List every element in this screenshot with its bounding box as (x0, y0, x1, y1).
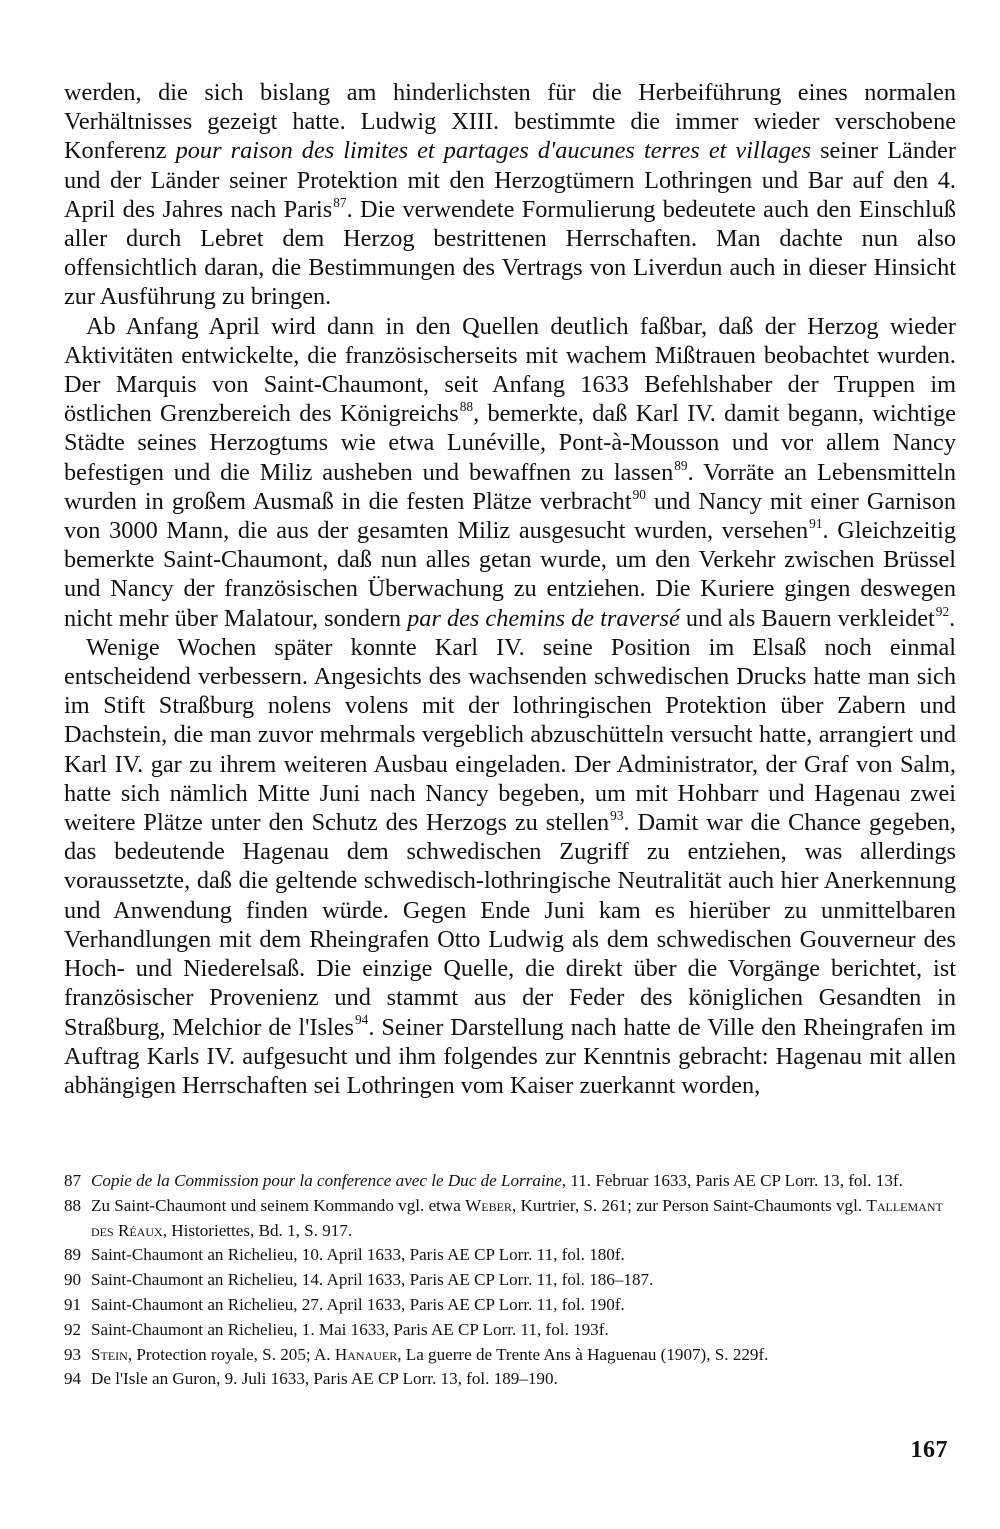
footnote-number: 91 (64, 1294, 82, 1314)
page-number: 167 (910, 1437, 948, 1463)
text-run: , 11. Februar 1633, Paris AE CP Lorr. 13, fol. 13f. (561, 1171, 903, 1190)
footnote (64, 1243, 956, 1268)
paragraph (64, 78, 956, 312)
text-run: Saint-Chaumont an Richelieu, 10. April 1633, Paris AE CP Lorr. 11, fol. 180f. (91, 1245, 625, 1265)
italic-text: par des chemins de traversé (407, 604, 680, 632)
footnote-text (91, 1268, 956, 1293)
footnote-number: 90 (64, 1270, 82, 1290)
footnote-ref: 89 (674, 457, 688, 473)
text-run: . Gleichzeitig bemerkte Saint-Chaumont, daß nun alles getan wurde, um den Verkehr zwischen Brüssel und Nancy der französischen Überwachung zu entziehen. Die Kuriere gingen deswegen nicht mehr über Malatour, sondern (64, 517, 957, 632)
footnote-text (91, 1194, 956, 1244)
footnote-ref: 91 (809, 516, 823, 532)
text-run: . Damit war die Chance gegeben, das bedeutende Hagenau dem schwedischen Zugriff zu entziehen, was allerdings voraussetzte, daß die geltende schwedisch-lothringische Neutralität auch hier Anerkennung und Anwendung finden würde. Gegen Ende Juni kam es hierüber zu unmittelbaren Verhandlungen mit dem Rheingrafen Otto Ludwig als dem schwedischen Gouverneur des Hoch- und Niederelsaß. Die einzige Quelle, die direkt über die Vorgänge berichtet, ist französischer Provenienz und stammt aus der Feder des königlichen Gesandten in Straßburg, Melchior de l'Isles (64, 809, 956, 1041)
footnote-text (91, 1169, 956, 1194)
author-name: Stein (91, 1344, 128, 1364)
paragraph (64, 633, 956, 1100)
text-run: , bemerkte, daß Karl IV. damit begann, wichtige Städte seines Herzogtums wie etwa Lunéville, Pont-à-Mousson und vor allem Nancy befestigen und die Miliz ausheben und bewaffnen zu lassen (64, 400, 957, 486)
footnote (64, 1268, 956, 1293)
text-run: und Nancy mit einer Garnison von 3000 Mann, die aus der gesamten Miliz ausgesucht wurden, versehen (64, 487, 956, 545)
author-name: Hanauer (334, 1344, 398, 1364)
footnote-ref: 90 (632, 486, 646, 502)
text-run: , Historiettes, Bd. 1, S. 917. (162, 1220, 353, 1240)
page-content (64, 78, 956, 1100)
footnote-text (91, 1367, 956, 1392)
footnote-text (91, 1243, 956, 1268)
footnote-ref: 93 (610, 808, 624, 824)
footnote (64, 1343, 956, 1368)
footnote-number: 88 (64, 1195, 82, 1215)
italic-text: Copie de la Commission pour la conference avec le Duc de Lorraine (91, 1171, 562, 1190)
text-run: Zu Saint-Chaumont und seinem Kommando vgl. etwa (91, 1195, 466, 1215)
footnote-ref: 92 (935, 603, 950, 619)
footnote (64, 1367, 956, 1392)
author-name: Tallemant des Réaux (91, 1195, 943, 1240)
text-run: und als Bauern verkleidet (679, 604, 935, 632)
footnote-number: 89 (64, 1245, 82, 1265)
text-run: seiner Länder und der Länder seiner Protektion mit den Herzogtümern Lothringen und Bar auf den 4. April des Jahres nach Paris (64, 137, 956, 223)
italic-text: pour raison des limites et partages d'aucunes terres et villages (175, 137, 812, 165)
text-run: De l'Isle an Guron, 9. Juli 1633, Paris AE CP Lorr. 13, fol. 189–190. (91, 1369, 558, 1389)
paragraph (64, 312, 956, 633)
footnote-text (91, 1318, 956, 1343)
footnote-number: 94 (64, 1369, 82, 1389)
footnote (64, 1194, 956, 1244)
text-run: werden, die sich bislang am hinderlichsten für die Herbeiführung eines normalen Verhältnisses gezeigt hatte. Ludwig XIII. bestimmte die immer wieder verschobene Konferenz (64, 79, 956, 165)
text-run: Wenige Wochen später konnte Karl IV. seine Position im Elsaß noch einmal entscheidend verbessern. Angesichts des wachsenden schwedischen Drucks hatte man sich im Stift Straßburg nolens volens mit der lothringischen Protektion über Zabern und Dachstein, die man zuvor mehrmals vergeblich abzuschütteln versucht hatte, arrangiert und Karl IV. gar zu ihrem weiteren Ausbau eingeladen. Der Administrator, der Graf von Salm, hatte sich nämlich Mitte Juni nach Nancy begeben, um mit Hohbarr und Hagenau zwei weitere Plätze unter den Schutz des Herzogs zu stellen (64, 633, 956, 837)
footnote-text (91, 1293, 956, 1318)
footnote-number: 87 (64, 1171, 82, 1190)
text-run: . Vorräte an Lebensmitteln wurden in großem Ausmaß in die festen Plätze verbracht (64, 458, 957, 515)
footnote-ref: 87 (333, 194, 347, 210)
footnote-ref: 94 (355, 1012, 369, 1028)
footnote (64, 1169, 956, 1194)
author-name: Weber (465, 1195, 512, 1215)
footnote-text (91, 1343, 956, 1368)
text-run: . Die verwendete Formulierung bedeutete auch den Einschluß aller durch Lebret dem Herzog bestrittenen Herrschaften. Man dachte nun also offensichtlich daran, die Bestimmungen des Vertrags von Liverdun auch in dieser Hinsicht zur Ausführung zu bringen. (64, 195, 956, 311)
text-run: Saint-Chaumont an Richelieu, 1. Mai 1633, Paris AE CP Lorr. 11, fol. 193f. (91, 1319, 609, 1339)
text-run: Ab Anfang April wird dann in den Quellen deutlich faßbar, daß der Herzog wieder Aktivitäten entwickelte, die französischerseits mit wachem Mißtrauen beobachtet wurden. Der Marquis von Saint-Chaumont, seit Anfang 1633 Befehlshaber der Truppen im östlichen Grenzbereich des Königreichs (64, 312, 956, 428)
footnote (64, 1293, 956, 1318)
text-run: Saint-Chaumont an Richelieu, 27. April 1633, Paris AE CP Lorr. 11, fol. 190f. (91, 1294, 625, 1314)
text-run: . Seiner Darstellung nach hatte de Ville den Rheingrafen im Auftrag Karls IV. aufgesucht und ihm folgendes zur Kenntnis gebracht: Hagenau mit allen abhängigen Herrschaften sei Lothringen vom Kaiser zuerkannt worden, (64, 1013, 957, 1099)
footnote-ref: 88 (459, 399, 474, 415)
text-run: , La guerre de Trente Ans à Haguenau (1907), S. 229f. (397, 1344, 769, 1364)
footnote-number: 93 (64, 1344, 82, 1364)
footnote (64, 1318, 956, 1343)
text-run: . (949, 604, 956, 632)
footnote-number: 92 (64, 1319, 82, 1339)
footnotes (64, 1169, 956, 1392)
text-run: , Kurtrier, S. 261; zur Person Saint-Chaumonts vgl. (511, 1195, 867, 1215)
text-run: , Protection royale, S. 205; A. (127, 1344, 335, 1364)
body-text (64, 78, 956, 1100)
text-run: Saint-Chaumont an Richelieu, 14. April 1633, Paris AE CP Lorr. 11, fol. 186–187. (91, 1270, 654, 1290)
